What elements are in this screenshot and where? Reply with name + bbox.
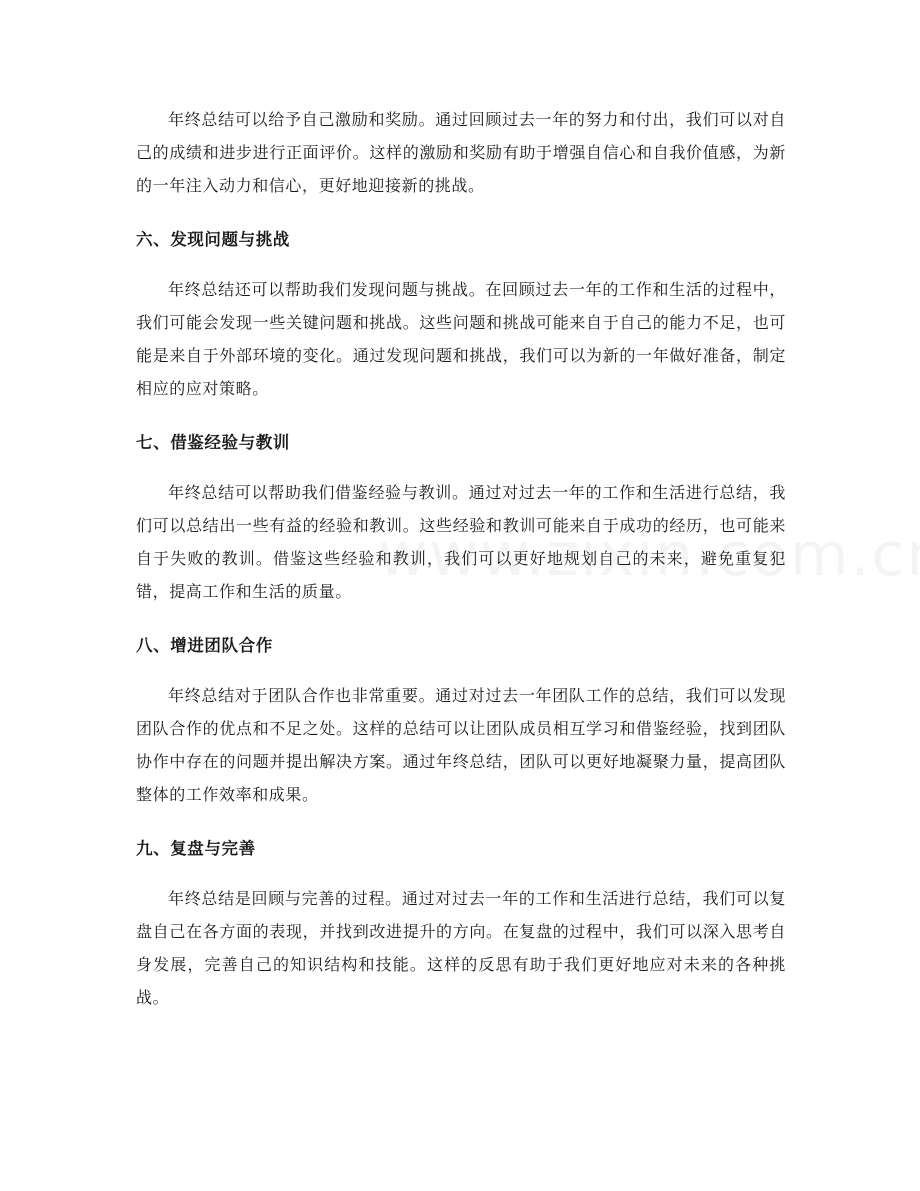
spacer	[136, 862, 786, 882]
spacer	[136, 811, 786, 836]
section-heading-6: 六、发现问题与挑战	[136, 230, 290, 249]
spacer	[136, 253, 786, 273]
document-body	[136, 103, 786, 1014]
spacer	[136, 608, 786, 633]
section-heading-7: 七、借鉴经验与教训	[136, 433, 290, 452]
intro-paragraph: 年终总结可以给予自己激励和奖励。通过回顾过去一年的努力和付出，我们可以对自己的成绩和进步进行正面评价。这样的激励和奖励有助于增强自信心和自我价值感，为新的一年注入动力和信心，更好地迎接新的挑战。	[136, 110, 786, 195]
section-paragraph-8: 年终总结对于团队合作也非常重要。通过对过去一年团队工作的总结，我们可以发现团队合作的优点和不足之处。这样的总结可以让团队成员相互学习和借鉴经验，找到团队协作中存在的问题并提出解决方案。通过年终总结，团队可以更好地凝聚力量，提高团队整体的工作效率和成果。	[136, 686, 786, 804]
spacer	[136, 659, 786, 679]
section-heading-8: 八、增进团队合作	[136, 636, 273, 655]
section-heading-9: 九、复盘与完善	[136, 839, 256, 858]
spacer	[136, 202, 786, 227]
section-paragraph-7: 年终总结可以帮助我们借鉴经验与教训。通过对过去一年的工作和生活进行总结，我们可以总结出一些有益的经验和教训。这些经验和教训可能来自于成功的经历，也可能来自于失败的教训。借鉴这些经验和教训，我们可以更好地规划自己的未来，避免重复犯错，提高工作和生活的质量。	[136, 483, 786, 601]
spacer	[136, 405, 786, 430]
section-paragraph-6: 年终总结还可以帮助我们发现问题与挑战。在回顾过去一年的工作和生活的过程中，我们可能会发现一些关键问题和挑战。这些问题和挑战可能来自于自己的能力不足，也可能是来自于外部环境的变化。通过发现问题和挑战，我们可以为新的一年做好准备，制定相应的应对策略。	[136, 280, 786, 398]
spacer	[136, 456, 786, 476]
section-paragraph-9: 年终总结是回顾与完善的过程。通过对过去一年的工作和生活进行总结，我们可以复盘自己在各方面的表现，并找到改进提升的方向。在复盘的过程中，我们可以深入思考自身发展，完善自己的知识结构和技能。这样的反思有助于我们更好地应对未来的各种挑战。	[136, 889, 786, 1007]
